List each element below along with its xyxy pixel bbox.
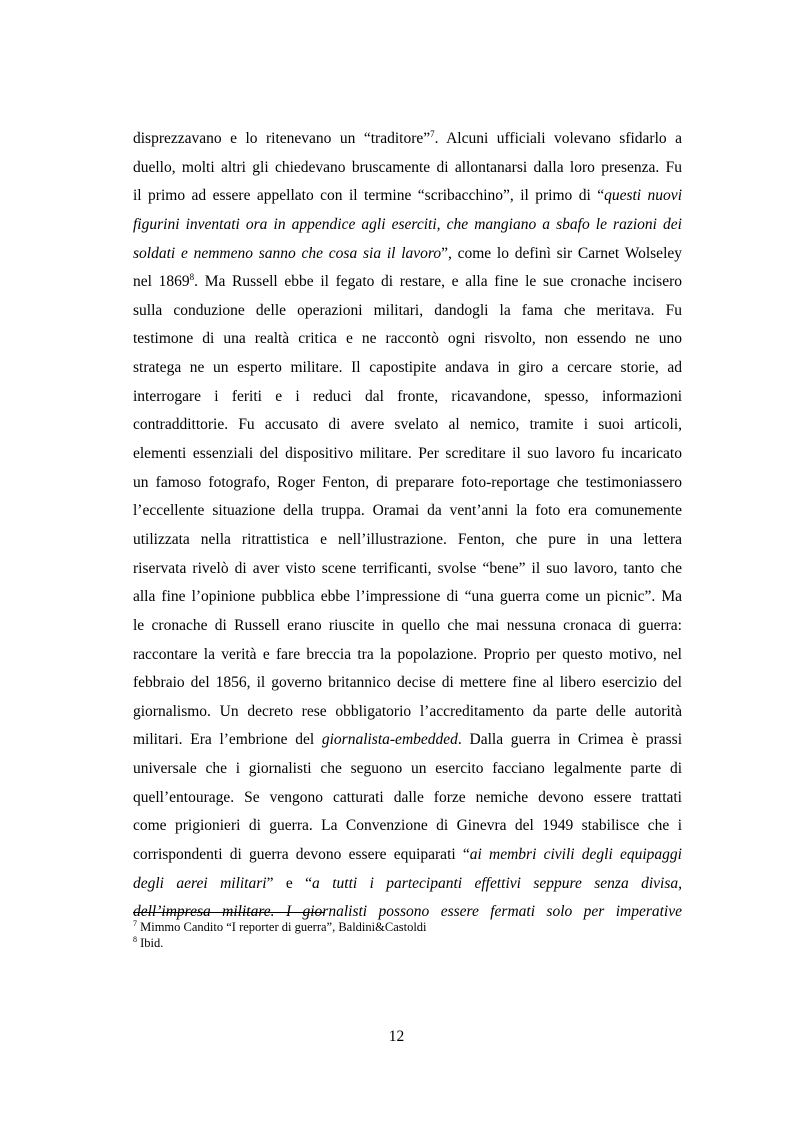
footnote-8: $^8$ Ibid. [133,934,164,950]
text-line: l’eccellente situazione della truppa. Oramai da vent’anni la foto era comunemente [133,502,682,520]
text-line: raccontare la verità e fare breccia tra la popolazione. Proprio per questo motivo, nel [133,645,682,663]
text-line: figurini inventati ora in appendice agli eserciti, che mangiano a sbafo le razioni dei [133,215,682,233]
text-line: degli aerei militari” e “a tutti i partecipanti effettivi seppure senza divisa, [133,874,682,892]
footnote-separator [133,912,325,913]
text-line: utilizzata nella ritrattistica e nell’illustrazione. Fenton, che pure in una lettera [133,530,682,548]
text-line: disprezzavano e lo ritenevano un “traditore”$^7$. Alcuni ufficiali volevano sfidarlo a [133,128,683,147]
text-line: febbraio del 1856, il governo britannico decise di mettere fine al libero esercizio del [133,674,682,692]
text-line: giornalismo. Un decreto rese obbligatorio l’accreditamento da parte delle autorità [133,702,682,720]
text-line: come prigionieri di guerra. La Convenzione di Ginevra del 1949 stabilisce che i [133,817,682,835]
text-line: universale che i giornalisti che seguono un esercito facciano legalmente parte di [133,760,682,778]
footnotes [133,919,682,951]
footnote-ref-8[interactable]: 8 [189,272,195,283]
text-line: elementi essenziali del dispositivo militare. Per screditare il suo lavoro fu incaricato [133,445,682,463]
text-line: contraddittorie. Fu accusato di avere svelato al nemico, tramite i suoi articoli, [133,416,682,434]
text-line: nel 1869$^8$. Ma Russell ebbe il fegato di restare, e alla fine le sue cronache incisero [133,272,683,291]
footnote-ref-7[interactable]: 7 [430,128,435,139]
text-line: interrogare i feriti e i reduci dal fronte, ricavandone, spesso, informazioni [133,387,682,405]
text-line: le cronache di Russell erano riuscite in quello che mai nessuna cronaca di guerra: [133,616,682,634]
text-line: duello, molti altri gli chiedevano bruscamente di allontanarsi dalla loro presenza. Fu [133,158,682,176]
body-text [133,125,682,927]
footnote-7: $^7$ Mimmo Candito “I reporter di guerra”, Baldini&Castoldi [133,918,427,934]
text-line: il primo ad essere appellato con il termine “scribacchino”, il primo di “questi nuovi [133,187,682,205]
text-line: quell’entourage. Se vengono catturati dalle forze nemiche devono essere trattati [133,788,682,806]
text-line: dell’impresa militare. I giornalisti possono essere fermati solo per imperative [133,903,682,921]
text-line: un famoso fotografo, Roger Fenton, di preparare foto-reportage che testimoniassero [133,473,682,491]
text-line: soldati e nemmeno sanno che cosa sia il lavoro”, come lo definì sir Carnet Wolseley [133,244,682,262]
text-line: militari. Era l’embrione del giornalista-embedded. Dalla guerra in Crimea è prassi [133,731,682,749]
text-line: alla fine l’opinione pubblica ebbe l’impressione di “una guerra come un picnic”. Ma [133,588,682,606]
text-line: corrispondenti di guerra devono essere equiparati “ai membri civili degli equipaggi [133,846,682,864]
page-number: 12 [388,1028,405,1045]
text-line: testimone di una realtà critica e ne raccontò ogni risvolto, non essendo ne uno [133,330,682,348]
text-line: stratega ne un esperto militare. Il capostipite andava in giro a cercare storie, ad [133,359,682,377]
text-line: sulla conduzione delle operazioni militari, dandogli la fama che meritava. Fu [133,301,682,319]
text-line: riservata rivelò di aver visto scene terrificanti, svolse “bene” il suo lavoro, tanto che [133,559,682,577]
